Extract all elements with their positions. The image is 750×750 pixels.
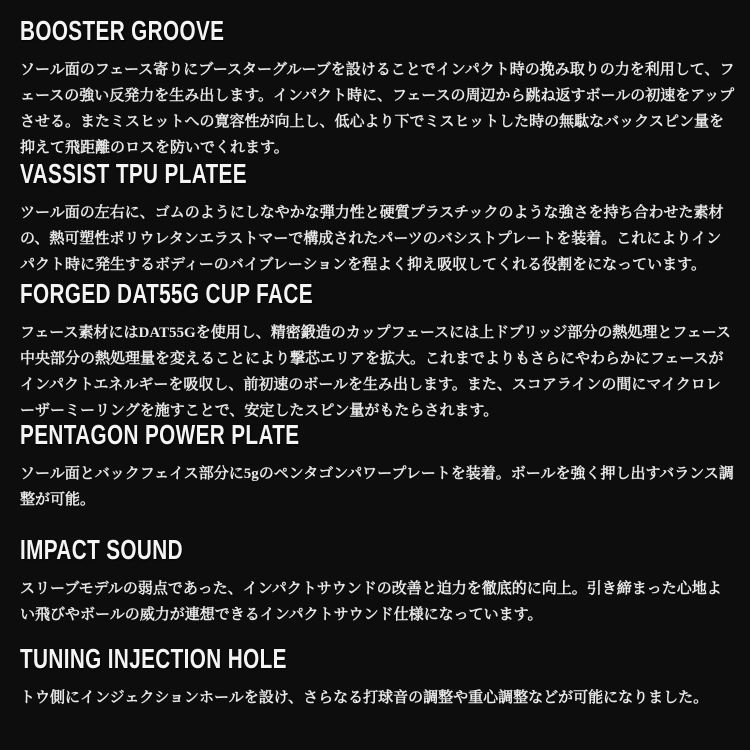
section-heading: IMPACT SOUND xyxy=(20,534,183,565)
section-heading: FORGED DAT55G CUP FACE xyxy=(20,278,313,309)
section-impact-sound xyxy=(20,534,735,628)
section-body-text: ソール面とバックフェイス部分に5gのペンタゴンパワープレートを装着。ボールを強く押し出すバランス調整が可能。 xyxy=(20,466,734,508)
section-body-text: スリーブモデルの弱点であった、インパクトサウンドの改善と迫力を徹底的に向上。引き締まった心地よい飛びやボールの威力が連想できるインパクトサウンド仕様になっています。 xyxy=(20,581,722,623)
section-body-text: ツール面の左右に、ゴムのようにしなやかな弾力性と硬質プラスチックのような強さを持ち合わせた素材の、熱可塑性ポリウレタンエラストマーで構成されたパーツのバシストプレートを装着。これによりインパクト時に発生するボディーのバイブレーションを程よく抑え吸収してくれる役割をになっています。 xyxy=(20,205,724,273)
section-booster-groove xyxy=(20,15,735,161)
section-pentagon-power-plate xyxy=(20,419,735,513)
section-forged-cup-face xyxy=(20,278,735,424)
section-heading: BOOSTER GROOVE xyxy=(20,15,225,46)
section-body-text: トウ側にインジェクションホールを設け、さらなる打球音の調整や重心調整などが可能になりました。 xyxy=(20,690,709,706)
section-heading: TUNING INJECTION HOLE xyxy=(20,643,287,674)
section-heading: VASSIST TPU PLATEE xyxy=(20,158,247,189)
section-body-text: フェース素材にはDAT55Gを使用し、精密鍛造のカップフェースには上ドブリッジ部分の熱処理とフェース中央部分の熱処理量を変えることにより撃芯エリアを拡大。これまでよりもさらにやわらかにフェースがインパクトエネルギーを吸収し、前初速のボールを生み出します。また、スコアラインの間にマイクロレーザーミーリングを施すことで、安定したスピン量がもたらされます。 xyxy=(20,325,731,419)
section-vassist-tpu-plate xyxy=(20,158,735,278)
section-tuning-injection-hole xyxy=(20,643,735,711)
section-body-text: ソール面のフェース寄りにブースターグルーブを設けることでインパクト時の挽み取りの力を利用して、フェースの強い反発力を生み出します。インパクト時に、フェースの周辺から跳ね返すボールの初速をアップさせる。またミスヒットへの寛容性が向上し、低心より下でミスヒットした時の無駄なバックスピン量を抑えて飛距離のロスを防いでくれます。 xyxy=(20,62,735,156)
section-heading: PENTAGON POWER PLATE xyxy=(20,419,300,450)
